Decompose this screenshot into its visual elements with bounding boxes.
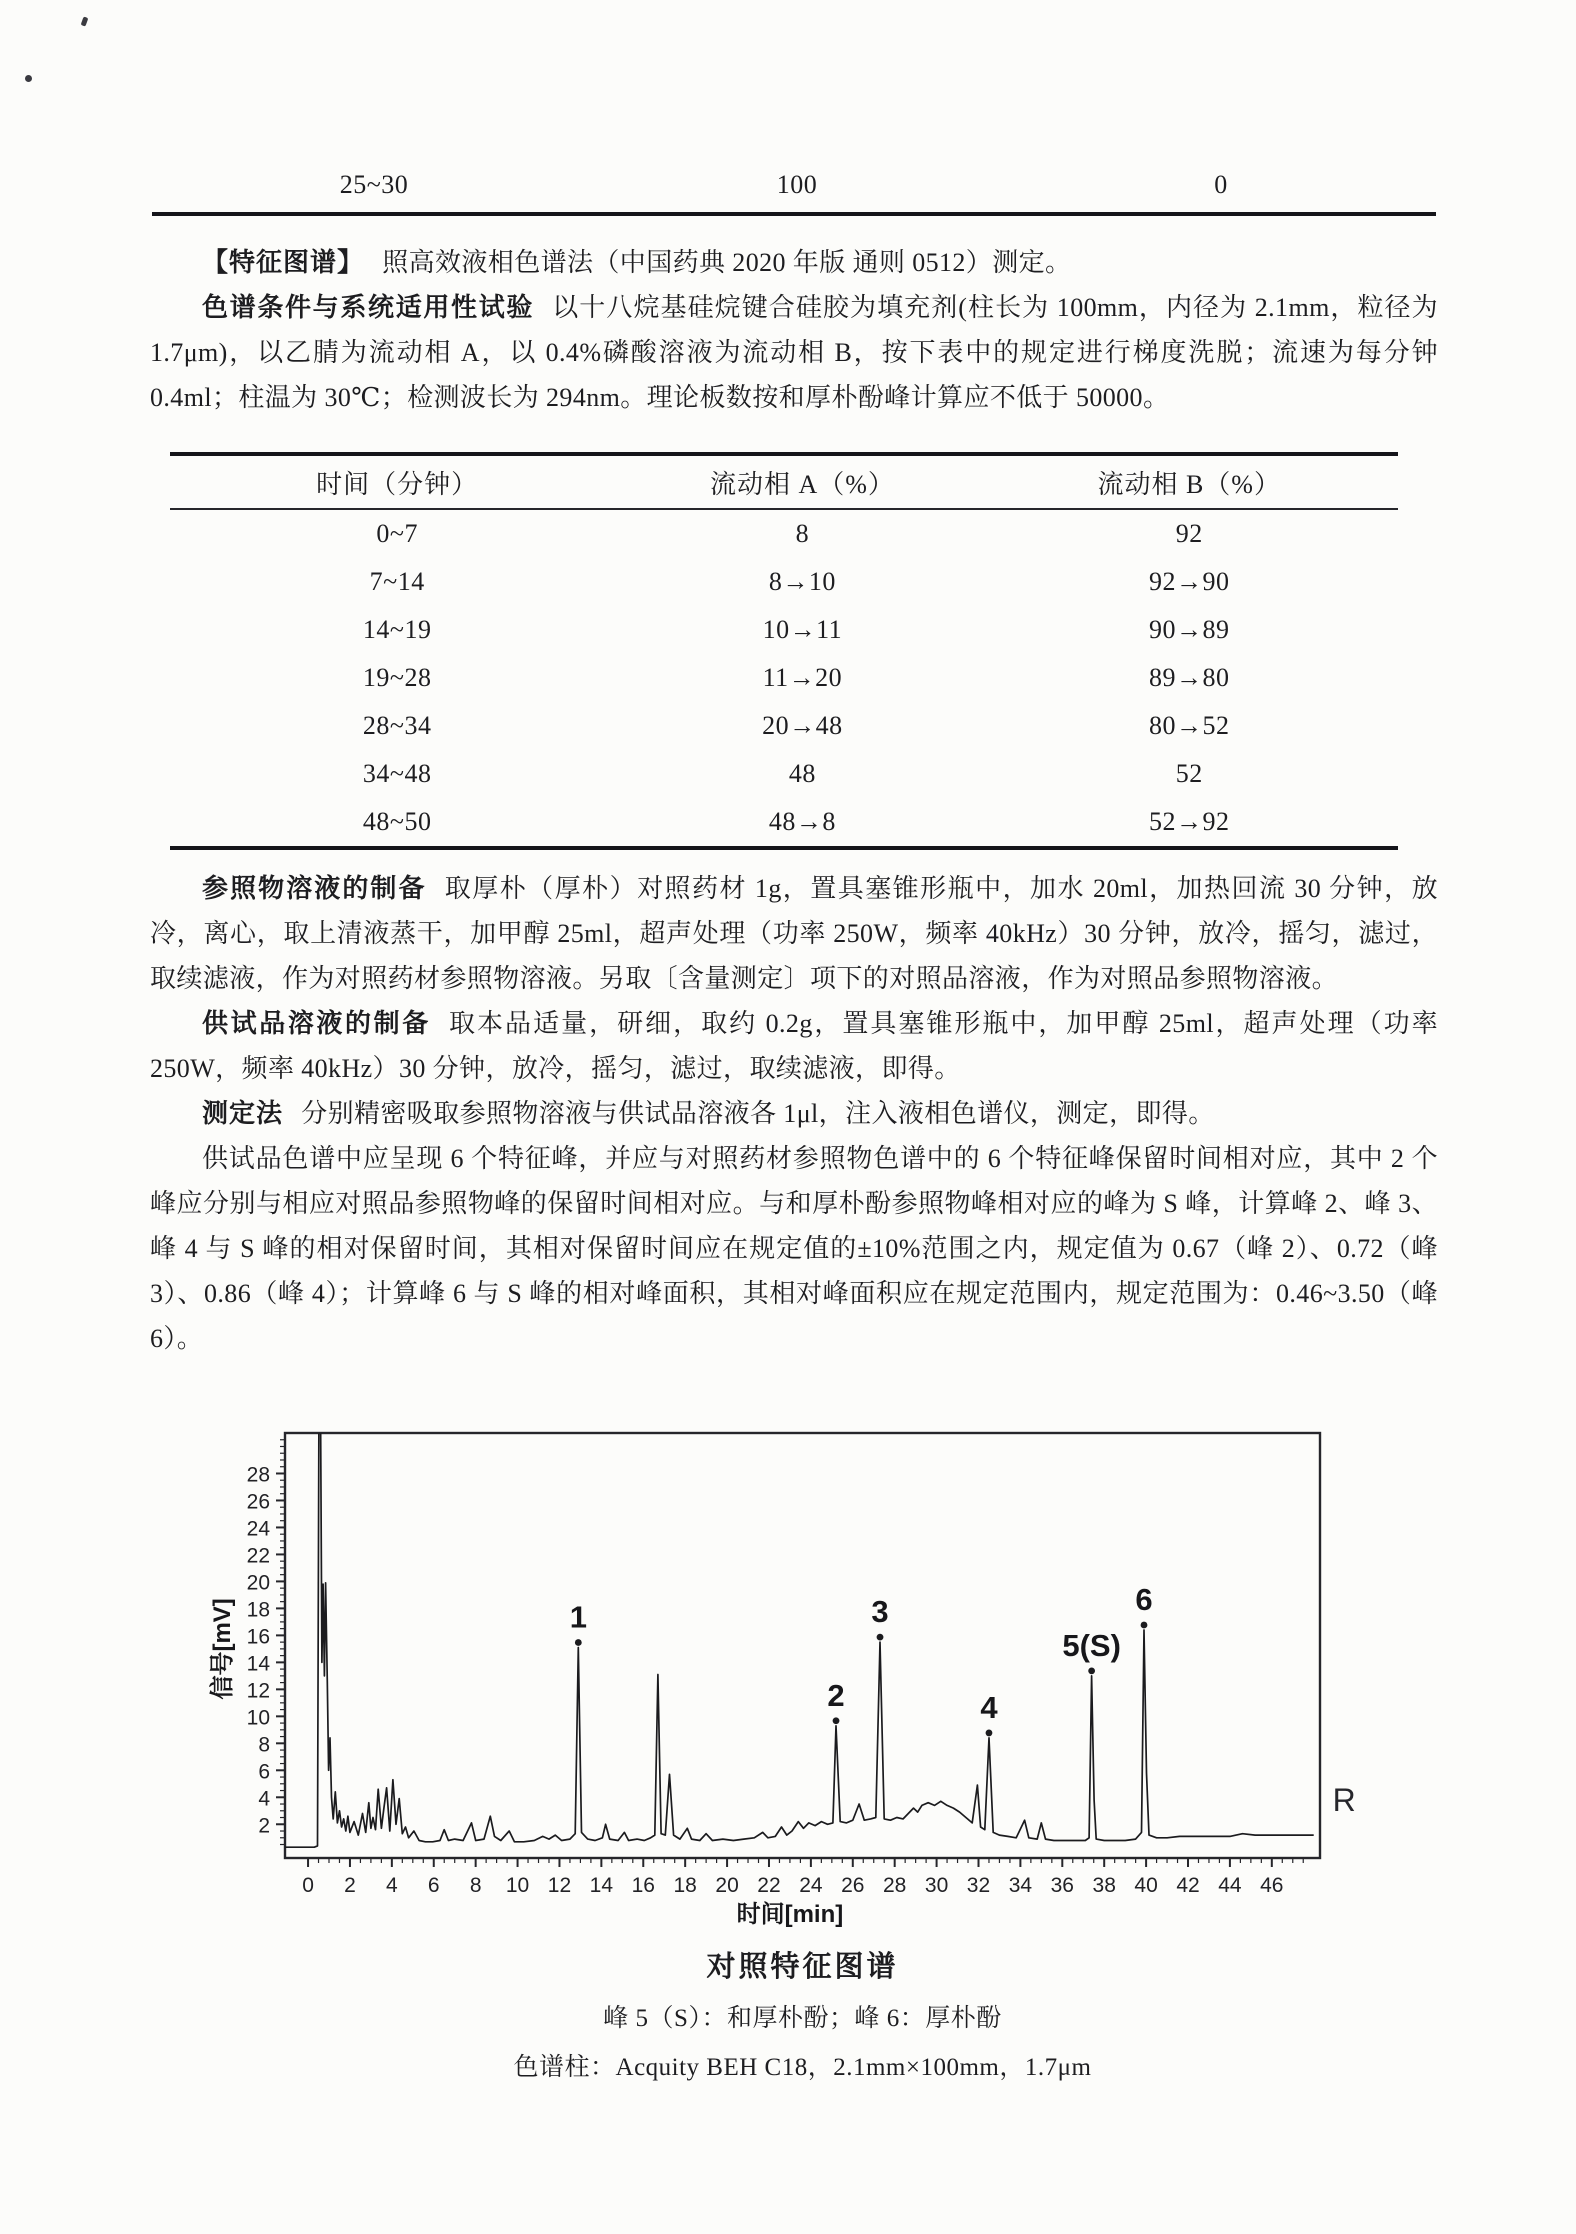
svg-text:12: 12 — [547, 1874, 572, 1897]
table-cell: 89→80 — [1148, 663, 1230, 692]
scan-speck — [25, 75, 32, 82]
svg-text:28: 28 — [246, 1463, 270, 1487]
section-lead: 供试品溶液的制备 — [202, 1008, 431, 1038]
paragraph-feature-chromatogram — [150, 240, 1438, 285]
paragraph-chromatographic-conditions — [150, 285, 1438, 420]
table-cell: 52→92 — [1148, 807, 1230, 836]
svg-text:34: 34 — [1008, 1874, 1033, 1897]
svg-text:10: 10 — [246, 1706, 270, 1730]
table-row — [170, 606, 1398, 654]
section-lead: 参照物溶液的制备 — [202, 873, 427, 903]
svg-text:16: 16 — [631, 1874, 655, 1897]
table-cell: 0~7 — [376, 519, 418, 548]
svg-text:24: 24 — [246, 1517, 270, 1541]
svg-text:40: 40 — [1134, 1874, 1158, 1897]
svg-text:22: 22 — [757, 1874, 781, 1897]
svg-text:32: 32 — [966, 1874, 991, 1897]
svg-text:2: 2 — [258, 1814, 270, 1838]
table-cell: 92→90 — [1148, 567, 1230, 596]
svg-text:R: R — [1332, 1781, 1356, 1818]
svg-text:46: 46 — [1260, 1874, 1284, 1897]
svg-text:信号[mV]: 信号[mV] — [209, 1598, 236, 1700]
svg-text:2: 2 — [344, 1874, 356, 1897]
table-cell: 7~14 — [369, 567, 425, 596]
table-cell: 90→89 — [1148, 615, 1230, 644]
prev-table-cell-b: 0 — [1214, 170, 1228, 199]
svg-text:38: 38 — [1092, 1874, 1116, 1897]
section-lead: 测定法 — [202, 1098, 284, 1128]
table-cell: 20→48 — [762, 711, 843, 740]
section-text: 照高效液相色谱法（中国药典 2020 年版 通则 0512）测定。 — [382, 248, 1072, 277]
svg-text:16: 16 — [246, 1625, 270, 1649]
svg-text:24: 24 — [799, 1874, 823, 1897]
section-text: 供试品色谱中应呈现 6 个特征峰，并应与对照药材参照物色谱中的 6 个特征峰保留时间相对应，其中 2 个峰应分别与相应对照品参照物峰的保留时间相对应。与和厚朴酚参照物峰相对应的峰为 S 峰，计算峰 2、峰 3、峰 4 与 S 峰的相对保留时间，其相对保留时间应在规定值的±10%范围之内，规定值为 0.67（峰 2）、0.72（峰 3）、0.86（峰 4）；计算峰 6 与 S 峰的相对峰面积，其相对峰面积应在规定范围内，规定范围为：0.46~3.50（峰 6）。 — [150, 1144, 1438, 1353]
svg-text:30: 30 — [924, 1874, 949, 1897]
svg-text:2: 2 — [827, 1677, 845, 1713]
paragraph-peak-specification — [150, 1136, 1438, 1361]
paragraph-test-solution — [150, 1001, 1438, 1091]
table-cell: 19~28 — [362, 663, 432, 692]
prev-table-cell-time: 25~30 — [339, 170, 409, 199]
svg-text:8: 8 — [469, 1874, 482, 1897]
svg-text:4: 4 — [258, 1787, 270, 1811]
figure-peak-note: 峰 5（S）：和厚朴酚；峰 6：厚朴酚 — [603, 2005, 1002, 2032]
svg-text:6: 6 — [258, 1760, 270, 1784]
table-cell: 92 — [1175, 519, 1203, 548]
paragraph-determination-method — [150, 1091, 1438, 1136]
svg-text:8: 8 — [258, 1733, 270, 1757]
svg-text:1: 1 — [569, 1599, 587, 1635]
svg-text:22: 22 — [246, 1544, 270, 1568]
figure-column-note: 色谱柱：Acquity BEH C18，2.1mm×100mm，1.7μm — [513, 2054, 1092, 2081]
prev-table-bottom-rule — [152, 212, 1436, 216]
section-text: 取本品适量，研细，取约 0.2g，置具塞锥形瓶中，加甲醇 25ml，超声处理（功率 250W，频率 40kHz）30 分钟，放冷，摇匀，滤过，取续滤液，即得。 — [150, 1009, 1438, 1083]
svg-text:时间[min]: 时间[min] — [736, 1901, 844, 1928]
prev-table-cell-a: 100 — [776, 170, 818, 199]
section-text: 取厚朴（厚朴）对照药材 1g，置具塞锥形瓶中，加水 20ml，加热回流 30 分钟，放冷，离心，取上清液蒸干，加甲醇 25ml，超声处理（功率 250W，频率 40kHz）30 分钟，放冷，摇匀，滤过，取续滤液，作为对照药材参照物溶液。另取〔含量测定〕项下的对照品溶液，作为对照品参照物溶液。 — [150, 874, 1438, 993]
svg-text:36: 36 — [1050, 1874, 1074, 1897]
svg-text:0: 0 — [302, 1874, 314, 1897]
table-row — [170, 654, 1398, 702]
table-cell: 11→20 — [762, 663, 843, 692]
chromatogram-figure — [160, 1418, 1400, 1933]
table-cell: 8→10 — [768, 567, 836, 596]
svg-text:14: 14 — [246, 1652, 270, 1676]
table-header-time: 时间（分钟） — [316, 469, 479, 499]
table-header-mobile-a: 流动相 A（%） — [709, 469, 895, 499]
table-cell: 48~50 — [362, 807, 432, 836]
svg-text:4: 4 — [980, 1689, 998, 1725]
table-cell: 52 — [1175, 759, 1203, 788]
svg-text:14: 14 — [589, 1874, 614, 1897]
svg-text:10: 10 — [505, 1874, 530, 1897]
table-cell: 48→8 — [768, 807, 836, 836]
body-text-lower — [150, 866, 1438, 1361]
svg-text:4: 4 — [386, 1874, 398, 1897]
svg-text:5(S): 5(S) — [1062, 1627, 1121, 1663]
gradient-table — [170, 452, 1398, 850]
table-cell: 48 — [788, 759, 816, 788]
svg-text:6: 6 — [427, 1874, 440, 1897]
section-text: 分别精密吸取参照物溶液与供试品溶液各 1μl，注入液相色谱仪，测定，即得。 — [301, 1099, 1215, 1128]
table-cell: 10→11 — [762, 615, 843, 644]
chromatogram-svg — [160, 1418, 1400, 1933]
svg-text:26: 26 — [841, 1874, 865, 1897]
paragraph-reference-solution — [150, 866, 1438, 1001]
section-text: 以十八烷基硅烷键合硅胶为填充剂(柱长为 100mm，内径为 2.1mm，粒径为 1.7μm)，以乙腈为流动相 A，以 0.4%磷酸溶液为流动相 B，按下表中的规定进行梯度洗脱；流速为每分钟 0.4ml；柱温为 30℃；检测波长为 294nm。理论板数按和厚朴酚峰计算应不低于 50000。 — [150, 293, 1438, 412]
table-cell: 14~19 — [362, 615, 432, 644]
table-row — [170, 798, 1398, 848]
section-lead: 色谱条件与系统适用性试验 — [202, 292, 535, 322]
svg-text:3: 3 — [871, 1594, 889, 1630]
table-cell: 28~34 — [362, 711, 432, 740]
svg-text:12: 12 — [246, 1679, 270, 1703]
table-row — [170, 558, 1398, 606]
svg-text:28: 28 — [883, 1874, 907, 1897]
svg-text:20: 20 — [715, 1874, 739, 1897]
svg-text:20: 20 — [246, 1571, 270, 1595]
svg-text:6: 6 — [1135, 1581, 1153, 1617]
svg-text:44: 44 — [1218, 1874, 1242, 1897]
figure-title: 对照特征图谱 — [706, 1951, 899, 1983]
svg-text:18: 18 — [246, 1598, 270, 1622]
table-header-row — [170, 454, 1398, 509]
table-cell: 8 — [795, 519, 810, 548]
table-header-mobile-b: 流动相 B（%） — [1097, 469, 1281, 499]
body-text-upper — [150, 240, 1438, 420]
svg-text:42: 42 — [1176, 1874, 1200, 1897]
table-row — [170, 702, 1398, 750]
table-row — [170, 509, 1398, 558]
table-cell: 34~48 — [362, 759, 432, 788]
section-lead: 【特征图谱】 — [202, 247, 365, 277]
table-row — [170, 750, 1398, 798]
scan-speck — [81, 16, 89, 26]
svg-text:18: 18 — [673, 1874, 697, 1897]
table-cell: 80→52 — [1148, 711, 1230, 740]
svg-text:26: 26 — [246, 1490, 270, 1514]
